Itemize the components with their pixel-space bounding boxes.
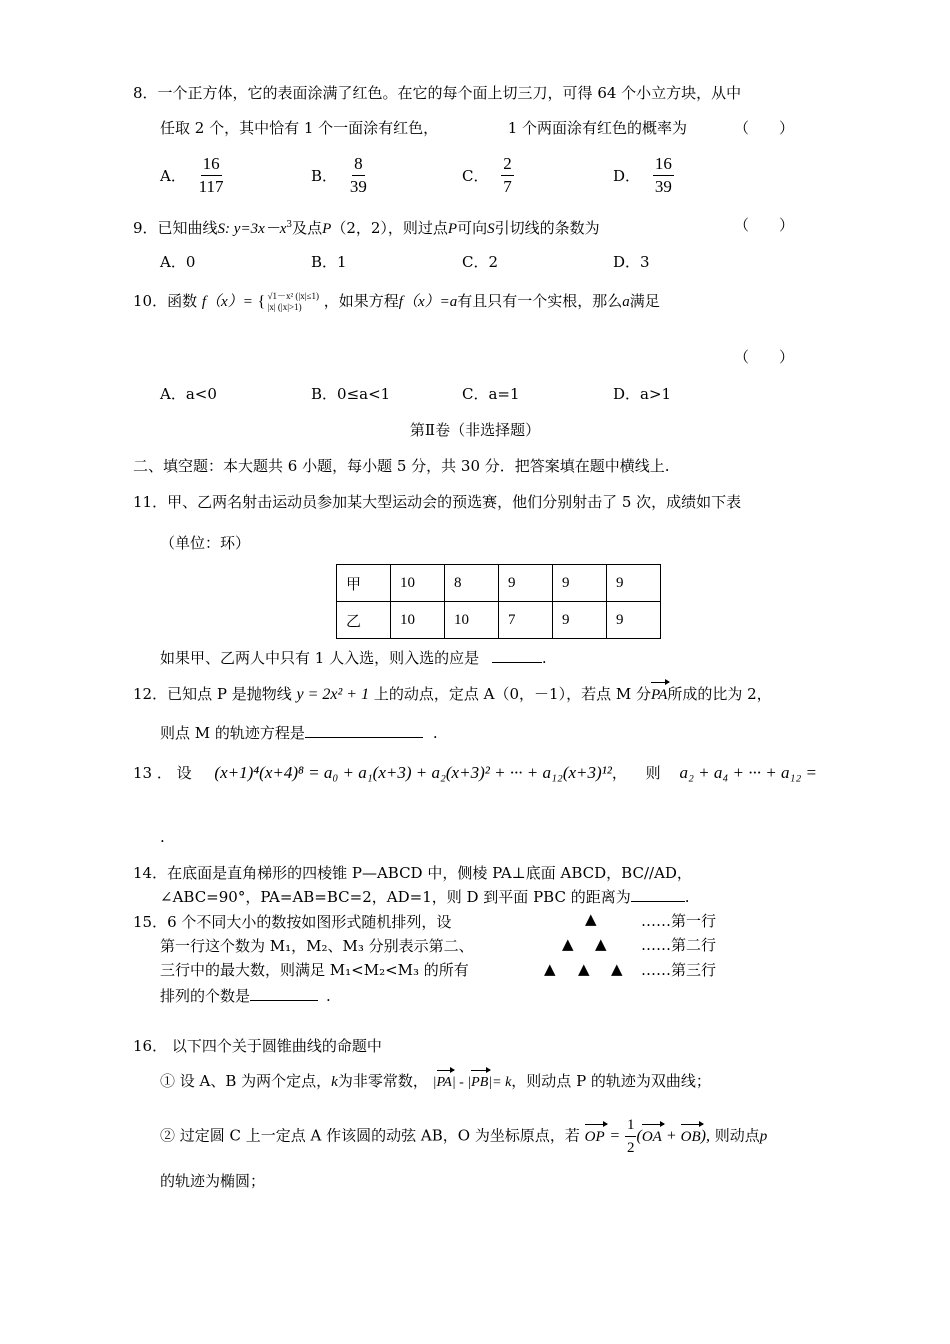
table-cell: 乙: [337, 602, 391, 639]
vector-op: OP: [585, 1126, 605, 1148]
answer-blank[interactable]: [631, 901, 685, 902]
q14-line1: 14．在底面是直角梯形的四棱锥 P—ABCD 中，侧棱 PA⊥底面 ABCD，BC//AD，: [133, 864, 692, 882]
table-cell: 甲: [337, 565, 391, 602]
vector-pa: PA: [651, 684, 667, 706]
fraction: $\frac{16}{39}$: [654, 154, 672, 196]
piecewise-function: { √1－x² (|x|≤1) |x| (|x|>1): [257, 291, 319, 312]
table-row: [337, 602, 661, 639]
table-cell: 7: [499, 602, 553, 639]
q10-option-d: D．a>1: [613, 385, 672, 403]
q12-line1: 12．已知点 P 是抛物线 y = 2x² + 1 上的动点，定点 A（0，－1），若点 M 分PA所成的比为 2，: [133, 683, 772, 706]
triangle-icon: ▲: [585, 910, 597, 928]
q11-line1: 11．甲、乙两名射击运动员参加某大型运动会的预选赛，他们分别射击了 5 次，成绩如下表: [133, 493, 742, 511]
table-cell: 9: [499, 565, 553, 602]
row-label-1: ……第一行: [641, 912, 717, 930]
q16-line1: 16． 以下四个关于圆锥曲线的命题中: [133, 1037, 382, 1055]
option-label: C．: [462, 167, 489, 185]
q16-proposition-2-cont: 的轨迹为椭圆；: [160, 1172, 266, 1190]
q11-line3: 如果甲、乙两人中只有 1 人入选，则入选的应是 .: [160, 649, 547, 667]
q13-line1: 13 ． 设 (x+1)⁴(x+4)⁸ = a₀ + a₁(x+3) + a₂(x+3)² + ··· + a₁₂(x+3)¹²， 则 a₂ + a₄ + ··· + a₁₂ =: [133, 763, 817, 782]
fraction: $\frac{2}{7}$: [503, 154, 512, 196]
vector-oa: OA: [642, 1126, 662, 1148]
row-label-2: ……第二行: [641, 936, 717, 954]
q10-option-b: B．0≤a<1: [311, 385, 391, 403]
table-cell: 9: [553, 565, 607, 602]
q10-answer-paren: （ ）: [734, 348, 795, 366]
table-cell: 9: [607, 602, 661, 639]
q8-line2-part2: 1 个两面涂有红色的概率为: [507, 119, 688, 137]
triangle-icon: ▲: [562, 935, 574, 953]
q14-line2: ∠ABC=90°，PA=AB=BC=2，AD=1，则 D 到平面 PBC 的距离为 .: [160, 888, 690, 906]
triangle-icon: ▲: [578, 960, 590, 978]
fraction: $\frac{1}{2}$: [626, 1117, 635, 1156]
q15-line3: 三行中的最大数，则满足 M₁<M₂<M₃ 的所有: [160, 961, 469, 979]
q9-question: 9．已知曲线S: $y=3x-x^3$及点P（2，2），则过点P可向S引切线的条数为: [133, 219, 600, 237]
fraction: $\frac{8}{39}$: [349, 154, 367, 196]
triangle-icon: ▲: [544, 960, 556, 978]
q15-line4: 排列的个数是 .: [160, 987, 331, 1005]
q11-unit: （单位：环）: [160, 534, 251, 552]
triangle-icon: ▲: [595, 935, 607, 953]
option-label: A．: [160, 167, 186, 185]
q10-option-a: A．a<0: [160, 385, 217, 403]
vector-ob: OB: [681, 1126, 701, 1148]
row-label-3: ……第三行: [641, 961, 717, 979]
q13-end: .: [160, 828, 165, 846]
q10-question: 10．函数 f（x）= { √1－x² (|x|≤1) |x| (|x|>1) ，如果方程f（x）=a有且只有一个实根，那么a满足: [133, 291, 660, 312]
section-intro: 二、填空题：本大题共 6 小题，每小题 5 分，共 30 分．把答案填在题中横线上.: [133, 457, 670, 475]
q9-option-a: A．0: [160, 253, 196, 271]
answer-blank[interactable]: [305, 737, 423, 738]
vector-pa: PA: [437, 1072, 452, 1094]
table-cell: 9: [607, 565, 661, 602]
q8-option-d: [613, 155, 674, 196]
vector-pb: PB: [471, 1072, 488, 1094]
table-row: [337, 565, 661, 602]
table-cell: 10: [391, 602, 445, 639]
q12-line2: 则点 M 的轨迹方程是 .: [160, 724, 438, 742]
option-label: B．: [311, 167, 338, 185]
q9-option-c: C．2: [462, 253, 499, 271]
answer-blank[interactable]: [492, 662, 542, 663]
answer-blank[interactable]: [250, 1000, 318, 1001]
q8-line1: 8．一个正方体，它的表面涂满了红色。在它的每个面上切三刀，可得 64 个小立方块，从中: [133, 84, 742, 102]
q15-line1: 15．6 个不同大小的数按如图形式随机排列，设: [133, 913, 452, 931]
table-cell: 10: [445, 602, 499, 639]
q8-option-c: [462, 155, 514, 196]
q16-proposition-2: ② 过定圆 C 上一定点 A 作该圆的动弦 AB，O 为坐标原点，若 OP = $\frac{1}{2}$ (OA + OB), 则动点p: [160, 1117, 768, 1156]
q9-option-d: D．3: [613, 253, 650, 271]
q16-proposition-1: ① 设 A、B 为两个定点，k为非零常数， |PA| - |PB|= k，则动点 P 的轨迹为双曲线；: [160, 1070, 711, 1094]
q8-line2-part1: 任取 2 个，其中恰有 1 个一面涂有红色，: [160, 119, 439, 137]
q15-line2: 第一行这个数为 M₁，M₂、M₃ 分别表示第二、: [160, 937, 474, 955]
q9-answer-paren: （ ）: [734, 216, 795, 234]
q8-answer-paren: （ ）: [734, 119, 795, 137]
triangle-icon: ▲: [611, 960, 623, 978]
q9-option-b: B．1: [311, 253, 347, 271]
fraction: $\frac{16}{117}$: [198, 154, 224, 196]
q8-line2: [160, 117, 687, 139]
q10-option-c: C．a=1: [462, 385, 520, 403]
table-cell: 10: [391, 565, 445, 602]
q8-option-a: [160, 155, 224, 196]
table-cell: 9: [553, 602, 607, 639]
scores-table: [336, 564, 661, 639]
section-title: 第Ⅱ卷（非选择题）: [409, 421, 541, 439]
q8-option-b: [311, 155, 367, 196]
option-label: D．: [613, 167, 641, 185]
table-cell: 8: [445, 565, 499, 602]
